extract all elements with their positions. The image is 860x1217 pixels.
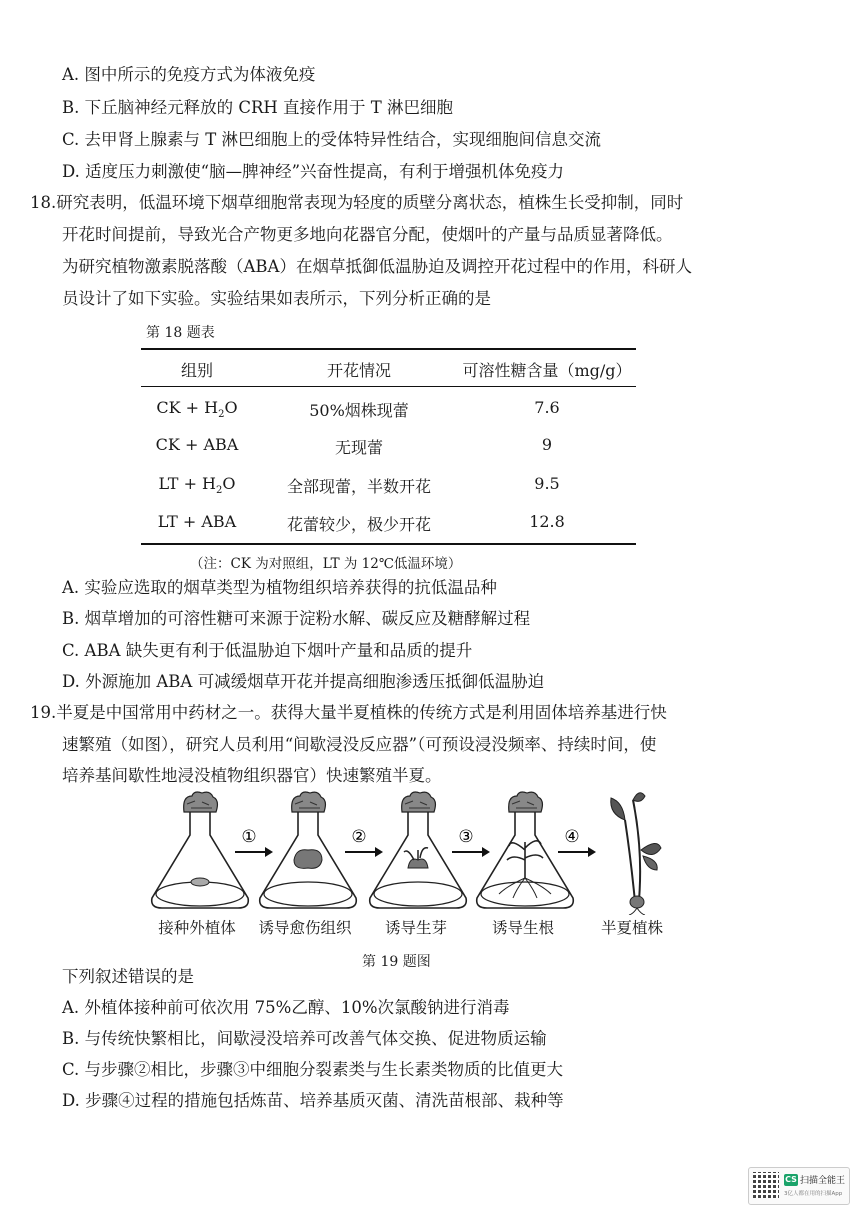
scanner-watermark <box>748 1167 850 1205</box>
table-note: （注：CK 为对照组，LT 为 12℃低温环境） <box>190 556 462 572</box>
th-soluble-sugar: 可溶性糖含量（mg/g） <box>462 361 632 380</box>
pinellia-plant <box>611 793 661 915</box>
th-flowering: 开花情况 <box>326 361 392 380</box>
q18-option-d: D. 外源施加 ABA 可减缓烟草开花并提高细胞渗透压抵御低温胁迫 <box>62 672 545 691</box>
step-1-label: ① <box>241 827 257 847</box>
arrow-step-2 <box>345 827 383 857</box>
qr-code-overlay <box>753 1172 779 1198</box>
q19-option-a: A. 外植体接种前可依次用 75%乙醇、10%次氯酸钠进行消毒 <box>62 998 510 1017</box>
watermark-name: 扫描全能王 <box>800 1176 846 1186</box>
q18-stem-line-2: 开花时间提前，导致光合产物更多地向花器官分配，使烟叶的产量与品质显著降低。 <box>62 225 673 244</box>
q18-option-a: A. 实验应选取的烟草类型为植物组织培养获得的抗低温品种 <box>62 578 497 597</box>
q17-option-c: C. 去甲肾上腺素与 T 淋巴细胞上的受体特异性结合，实现细胞间信息交流 <box>62 130 602 149</box>
stage-label-root: 诱导生根 <box>491 919 555 937</box>
table-row-4-group: LT + ABA <box>157 512 237 531</box>
stage-label-callus: 诱导愈伤组织 <box>258 919 352 937</box>
flask-root <box>477 792 574 908</box>
q18-stem-line-3: 为研究植物激素脱落酸（ABA）在烟草抵御低温胁迫及调控开花过程中的作用，科研人 <box>62 257 692 276</box>
table-row-3-flowering: 全部现蕾，半数开花 <box>286 477 432 496</box>
q17-option-a: A. 图中所示的免疫方式为体液免疫 <box>62 65 316 84</box>
q18-option-b: B. 烟草增加的可溶性糖可来源于淀粉水解、碳反应及糖酵解过程 <box>62 609 531 628</box>
flask-shoot <box>370 792 467 908</box>
q19-option-b: B. 与传统快繁相比，间歇浸没培养可改善气体交换、促进物质运输 <box>62 1029 547 1048</box>
table-row-3-sugar: 9.5 <box>534 474 560 493</box>
flask-explant <box>152 792 249 908</box>
flask-callus <box>260 792 357 908</box>
table-row-4-flowering: 花蕾较少，极少开花 <box>286 515 432 534</box>
table-bottom-rule <box>141 543 636 545</box>
stage-label-shoot: 诱导生芽 <box>384 919 448 937</box>
table-row-3-group: LT + $H_2O$ <box>158 474 236 497</box>
th-group: 组别 <box>180 361 214 380</box>
q17-option-d: D. 适度压力刺激使“脑—脾神经”兴奋性提高，有利于增强机体免疫力 <box>62 162 565 181</box>
table-row-4-sugar: 12.8 <box>529 512 565 531</box>
table-row-2-group: CK + ABA <box>155 435 239 454</box>
arrow-step-3 <box>452 827 490 857</box>
table-row-1-sugar: 7.6 <box>534 398 560 417</box>
arrow-step-1 <box>235 827 273 857</box>
table-header-rule <box>141 386 636 387</box>
q19-stem-line-2: 速繁殖（如图），研究人员利用“间歇浸没反应器”（可预设浸没频率、持续时间，使 <box>62 735 657 754</box>
table-row-2-sugar: 9 <box>541 435 553 454</box>
stage-label-explant: 接种外植体 <box>158 919 236 937</box>
propagation-figure <box>140 790 700 915</box>
q18-option-c: C. ABA 缺失更有利于低温胁迫下烟叶产量和品质的提升 <box>62 641 473 660</box>
q19-stem-line-1: 19.半夏是中国常用中药材之一。获得大量半夏植株的传统方式是利用固体培养基进行快 <box>30 703 667 722</box>
step-4-label: ④ <box>564 827 580 847</box>
figure-caption: 第 19 题图 <box>362 954 431 970</box>
table-row-1-flowering: 50%烟株现蕾 <box>309 401 409 420</box>
q19-option-d: D. 步骤④过程的措施包括炼苗、培养基质灭菌、清洗苗根部、栽种等 <box>62 1091 564 1110</box>
watermark-subtitle: 3亿人都在用的扫描App <box>784 1191 843 1197</box>
table-caption: 第 18 题表 <box>146 325 215 341</box>
q17-option-b: B. 下丘脑神经元释放的 CRH 直接作用于 T 淋巴细胞 <box>62 98 454 117</box>
stage-label-plant: 半夏植株 <box>600 919 664 937</box>
q18-table <box>141 348 636 548</box>
q19-prompt: 下列叙述错误的是 <box>62 967 194 986</box>
q19-option-c: C. 与步骤②相比，步骤③中细胞分裂素类与生长素类物质的比值更大 <box>62 1060 564 1079</box>
step-3-label: ③ <box>458 827 474 847</box>
arrow-step-4 <box>558 827 596 857</box>
q18-stem-line-4: 员设计了如下实验。实验结果如表所示，下列分析正确的是 <box>62 289 491 308</box>
table-top-rule <box>141 348 636 350</box>
table-row-1-group: CK + $H_2O$ <box>156 398 238 421</box>
camscanner-logo-icon: CS <box>785 1175 797 1184</box>
q19-stem-line-3: 培养基间歇性地浸没植物组织器官）快速繁殖半夏。 <box>62 766 442 785</box>
table-row-2-flowering: 无现蕾 <box>334 438 384 457</box>
step-2-label: ② <box>351 827 367 847</box>
q18-stem-line-1: 18.研究表明，低温环境下烟草细胞常表现为轻度的质壁分离状态，植株生长受抑制，同时 <box>30 193 684 212</box>
